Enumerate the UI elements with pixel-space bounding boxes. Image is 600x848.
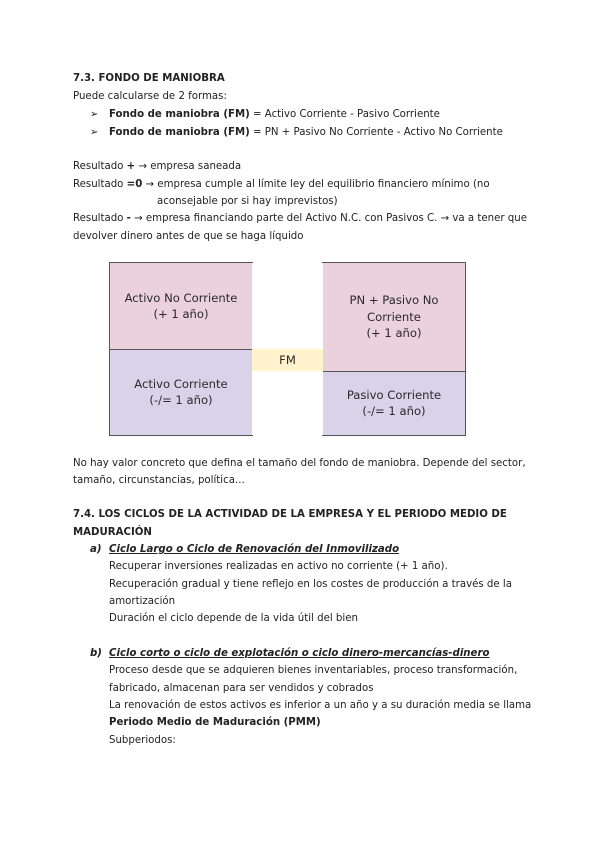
ciclo-largo-title: Ciclo Largo o Ciclo de Renovación del Inmovilizado [109,544,400,555]
fondo-de-maniobra-label: FM [279,352,296,367]
result-positive [73,158,241,175]
ciclo-corto-title: Ciclo corto o ciclo de explotación o ciclo dinero-mercancías-dinero [109,648,490,659]
activo-no-corriente-label: Activo No Corriente [124,290,238,305]
ciclo-largo-line-1: Recuperar inversiones realizadas en activo no corriente (+ 1 año). [109,561,448,572]
ciclo-largo-line-2: Recuperación gradual y tiene reflejo en los costes de producción a través de la [109,579,512,590]
result-text: → empresa cumple al límite ley del equilibrio financiero mínimo (no [142,179,490,190]
subperiodos-label: Subperiodos: [109,735,176,746]
ciclo-largo-line-3: amortización [109,596,176,607]
arrow-bullet-icon: ➢ [90,109,99,120]
formula-2-label: Fondo de maniobra (FM) [109,127,250,138]
right-frame [322,262,466,436]
formula-1-label: Fondo de maniobra (FM) [109,109,250,120]
left-divider [109,349,252,350]
result-text: → empresa financiando parte del Activo N.C. con Pasivos C. → va a tener que [130,213,527,224]
result-zero [73,176,490,193]
activo-corriente-label: Activo Corriente [134,376,228,391]
ciclo-corto-heading [109,645,490,662]
section-74-title: 7.4. LOS CICLOS DE LA ACTIVIDAD DE LA EMPRESA Y EL PERIODO MEDIO DE [73,509,507,520]
pn-pasivo-no-corriente-label: PN + Pasivo No [349,293,439,308]
result-label: Resultado [73,161,127,172]
activo-no-corriente-term: (+ 1 año) [153,307,209,321]
arrow-bullet-icon: ➢ [90,127,99,138]
ciclo-corto-line-1: Proceso desde que se adquieren bienes inventariables, proceso transformación, [109,665,518,676]
pasivo-corriente-term: (-/= 1 año) [362,404,426,418]
activo-corriente-term: (-/= 1 año) [149,393,213,407]
right-divider [323,371,466,372]
result-negative [73,210,527,227]
result-zero-continued: aconsejable por si hay imprevistos) [157,196,338,207]
result-sign: =0 [126,179,143,190]
note-line-2: tamaño, circunstancias, política... [73,475,245,486]
section-73-intro: Puede calcularse de 2 formas: [73,91,227,102]
section-74-title-cont: MADURACIÓN [73,527,152,538]
fondo-de-maniobra-box [252,349,323,371]
note-line-1: No hay valor concreto que defina el tamaño del fondo de maniobra. Depende del sector, [73,458,526,469]
list-marker-b: b) [90,648,102,659]
result-sign: + [126,161,136,172]
result-label: Resultado [73,213,127,224]
ciclo-largo-line-4: Duración el ciclo depende de la vida útil del bien [109,613,358,624]
pmm-term: Periodo Medio de Maduración (PMM) [109,717,321,728]
result-label: Resultado [73,179,127,190]
pn-pasivo-no-corriente-term: (+ 1 año) [366,326,422,341]
result-negative-continued: devolver dinero antes de que se haga líquido [73,231,304,242]
list-marker-a: a) [90,544,102,555]
formula-2-expression: = PN + Pasivo No Corriente - Activo No Corriente [249,127,503,138]
ciclo-corto-line-3: La renovación de estos activos es inferior a un año y a su duración media se llama [109,700,532,711]
result-sign: - [126,213,131,224]
formula-1 [109,106,440,123]
formula-2 [109,124,503,141]
result-text: → empresa saneada [135,161,242,172]
pn-pasivo-no-corriente-label-2: Corriente [367,309,421,324]
ciclo-corto-line-2: fabricado, almacenan para ser vendidos y cobrados [109,683,374,694]
formula-1-expression: = Activo Corriente - Pasivo Corriente [249,109,440,120]
pasivo-corriente-label: Pasivo Corriente [346,387,442,402]
section-73-title: 7.3. FONDO DE MANIOBRA [73,73,225,84]
ciclo-largo-heading [109,541,399,558]
